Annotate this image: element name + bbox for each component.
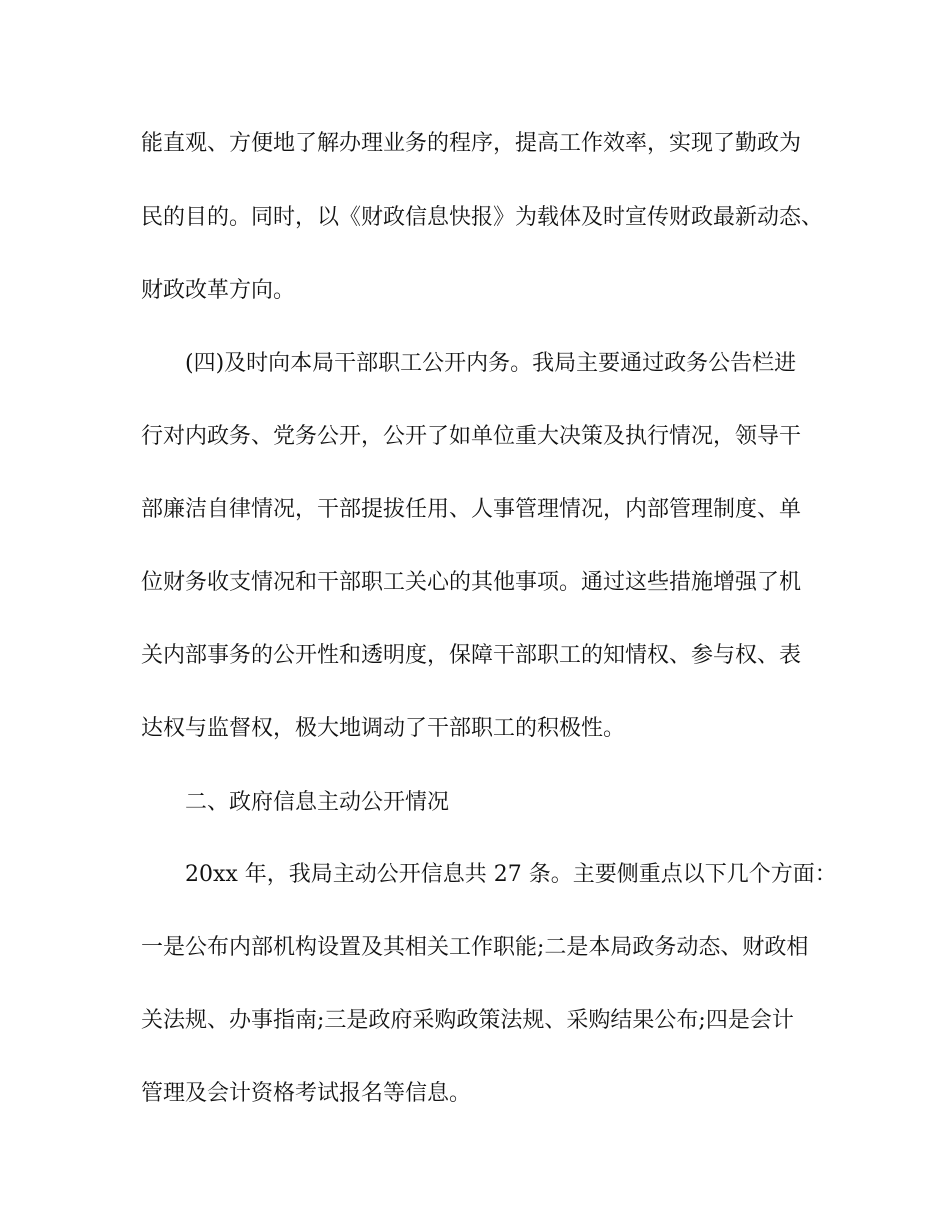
paragraph-line: 位财务收支情况和干部职工关心的其他事项。通过这些措施增强了机	[141, 570, 802, 595]
paragraph-line: 部廉洁自律情况，干部提拔任用、人事管理情况，内部管理制度、单	[141, 497, 802, 522]
paragraph-line: (四)及时向本局干部职工公开内务。我局主要通过政务公告栏进	[185, 351, 797, 376]
section-heading: 二、政府信息主动公开情况	[185, 790, 450, 815]
paragraph-line: 行对内政务、党务公开，公开了如单位重大决策及执行情况，领导干	[141, 424, 802, 449]
paragraph-line: 一是公布内部机构设置及其相关工作职能;二是本局政务动态、财政相	[141, 935, 809, 960]
paragraph-line: 民的目的。同时，以《财政信息快报》为载体及时宣传财政最新动态、	[141, 205, 824, 230]
paragraph-line: 关内部事务的公开性和透明度，保障干部职工的知情权、参与权、表	[141, 643, 802, 668]
paragraph-line: 财政改革方向。	[141, 278, 296, 303]
paragraph-line: 能直观、方便地了解办理业务的程序，提高工作效率，实现了勤政为	[141, 131, 802, 156]
paragraph-line: 关法规、办事指南;三是政府采购政策法规、采购结果公布;四是会计	[141, 1008, 794, 1033]
paragraph-line: 达权与监督权，极大地调动了干部职工的积极性。	[141, 716, 626, 741]
paragraph-line: 管理及会计资格考试报名等信息。	[141, 1081, 472, 1106]
paragraph-line: 20xx 年，我局主动公开信息共 27 条。主要侧重点以下几个方面：	[185, 862, 837, 887]
